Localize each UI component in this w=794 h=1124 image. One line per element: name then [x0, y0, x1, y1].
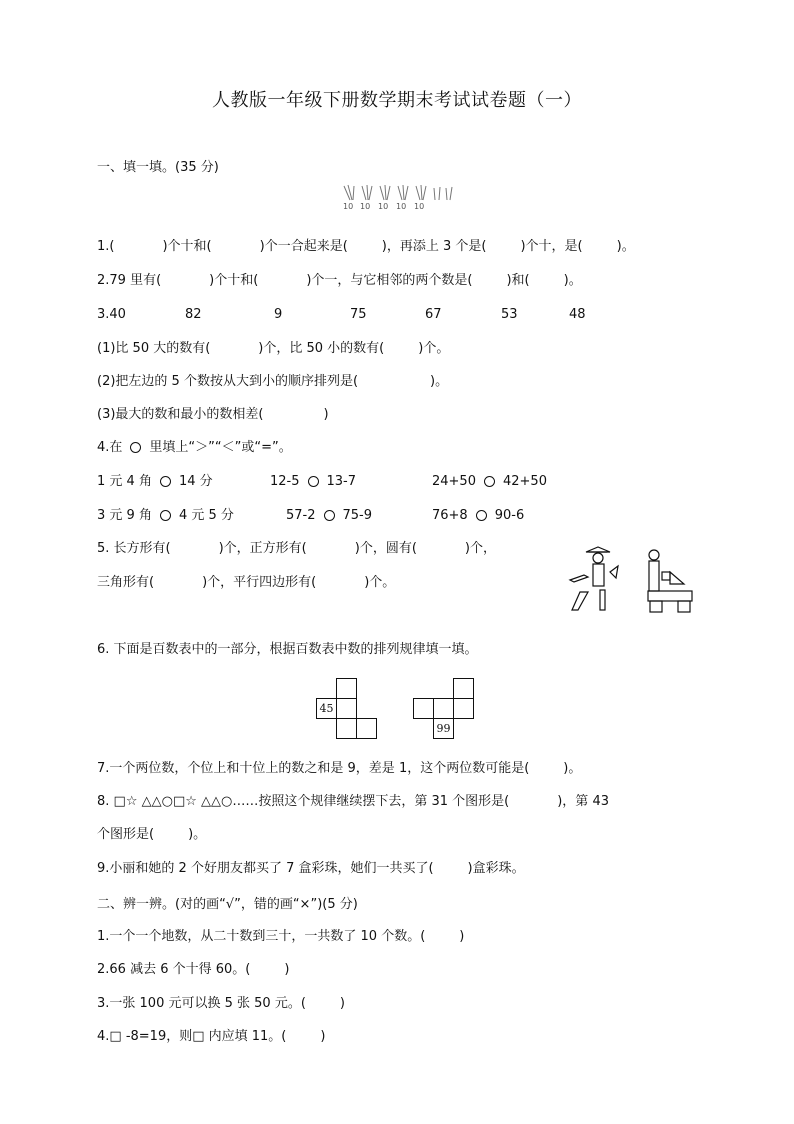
question-3-2: (2)把左边的 5 个数按从大到小的顺序排列是( )。 [97, 374, 449, 389]
number-item: 3.40 [97, 307, 126, 322]
bundle-label: 10 [378, 202, 389, 211]
question-3-3: (3)最大的数和最小的数相差( ) [97, 407, 329, 422]
question-4-row-1: 1 元 4 角 14 分 12-5 13-7 24+50 42+50 [97, 474, 547, 489]
bundle-label: 10 [414, 202, 425, 211]
chart-cell [433, 698, 454, 719]
question-3-1: (1)比 50 大的数有( )个，比 50 小的数有( )个。 [97, 341, 450, 356]
question-5-line-1: 5. 长方形有( )个，正方形有( )个，圆有( )个， [97, 541, 496, 556]
number-item: 53 [501, 307, 518, 322]
section2-heading: 二、辨一辨。(对的画“√”，错的画“×”)(5 分) [97, 897, 358, 912]
chart-cell [336, 718, 357, 739]
bundle-label: 10 [343, 202, 354, 211]
chart-cell [413, 698, 434, 719]
question-8-line-1: 8. □☆ △△○□☆ △△○……按照这个规律继续摆下去，第 31 个图形是( )，第 43 [97, 794, 609, 809]
question-9: 9.小丽和她的 2 个好朋友都买了 7 盒彩珠，她们一共买了( )盒彩珠。 [97, 861, 525, 876]
number-item: 82 [185, 307, 202, 322]
judge-item-4: 4.□ -8=19，则□ 内应填 11。( ) [97, 1029, 326, 1044]
compare-circle[interactable] [476, 510, 487, 521]
compare-circle[interactable] [160, 510, 171, 521]
chart-cell-45: 45 [316, 698, 337, 719]
compare-circle[interactable] [160, 476, 171, 487]
question-5-line-2: 三角形有( )个，平行四边形有( )个。 [97, 575, 396, 590]
circle-icon [130, 442, 141, 453]
section1-heading: 一、填一填。(35 分) [97, 160, 219, 175]
chart-cell [453, 698, 474, 719]
compare-circle[interactable] [324, 510, 335, 521]
number-item: 48 [569, 307, 586, 322]
page-title: 人教版一年级下册数学期末考试试卷题（一） [212, 90, 582, 111]
question-8-line-2: 个图形是( )。 [97, 827, 207, 842]
compare-circle[interactable] [308, 476, 319, 487]
chart-cell [356, 718, 377, 739]
question-4-intro: 4.在 里填上“＞”“＜”或“=”。 [97, 440, 292, 455]
number-item: 67 [425, 307, 442, 322]
shape-figure-building-icon [644, 546, 696, 614]
chart-cell [453, 678, 474, 699]
bundle-label: 10 [360, 202, 371, 211]
judge-item-2: 2.66 减去 6 个十得 60。( ) [97, 962, 290, 977]
hundred-chart-fragment-2 [413, 678, 475, 740]
question-1: 1.( )个十和( )个一合起来是( )，再添上 3 个是( )个十，是( )。 [97, 239, 635, 254]
number-item: 75 [350, 307, 367, 322]
chart-cell [336, 698, 357, 719]
bundle-label: 10 [396, 202, 407, 211]
question-6: 6. 下面是百数表中的一部分，根据百数表中数的排列规律填一填。 [97, 642, 478, 657]
chart-cell [336, 678, 357, 699]
question-7: 7.一个两位数，个位上和十位上的数之和是 9，差是 1，这个两位数可能是( )。 [97, 761, 582, 776]
judge-item-3: 3.一张 100 元可以换 5 张 50 元。( ) [97, 996, 345, 1011]
hundred-chart-fragment-1 [316, 678, 378, 740]
question-4-row-2: 3 元 9 角 4 元 5 分 57-2 75-9 76+8 90-6 [97, 508, 525, 523]
number-item: 9 [274, 307, 283, 322]
judge-item-1: 1.一个一个地数，从二十数到三十，一共数了 10 个数。( ) [97, 929, 465, 944]
chart-cell-99: 99 [433, 718, 454, 739]
question-3-numbers [0, 306, 794, 324]
question-2: 2.79 里有( )个十和( )个一，与它相邻的两个数是( )和( )。 [97, 273, 582, 288]
compare-circle[interactable] [484, 476, 495, 487]
counting-bundles-figure [340, 182, 460, 216]
shape-figure-person-icon [562, 544, 622, 616]
